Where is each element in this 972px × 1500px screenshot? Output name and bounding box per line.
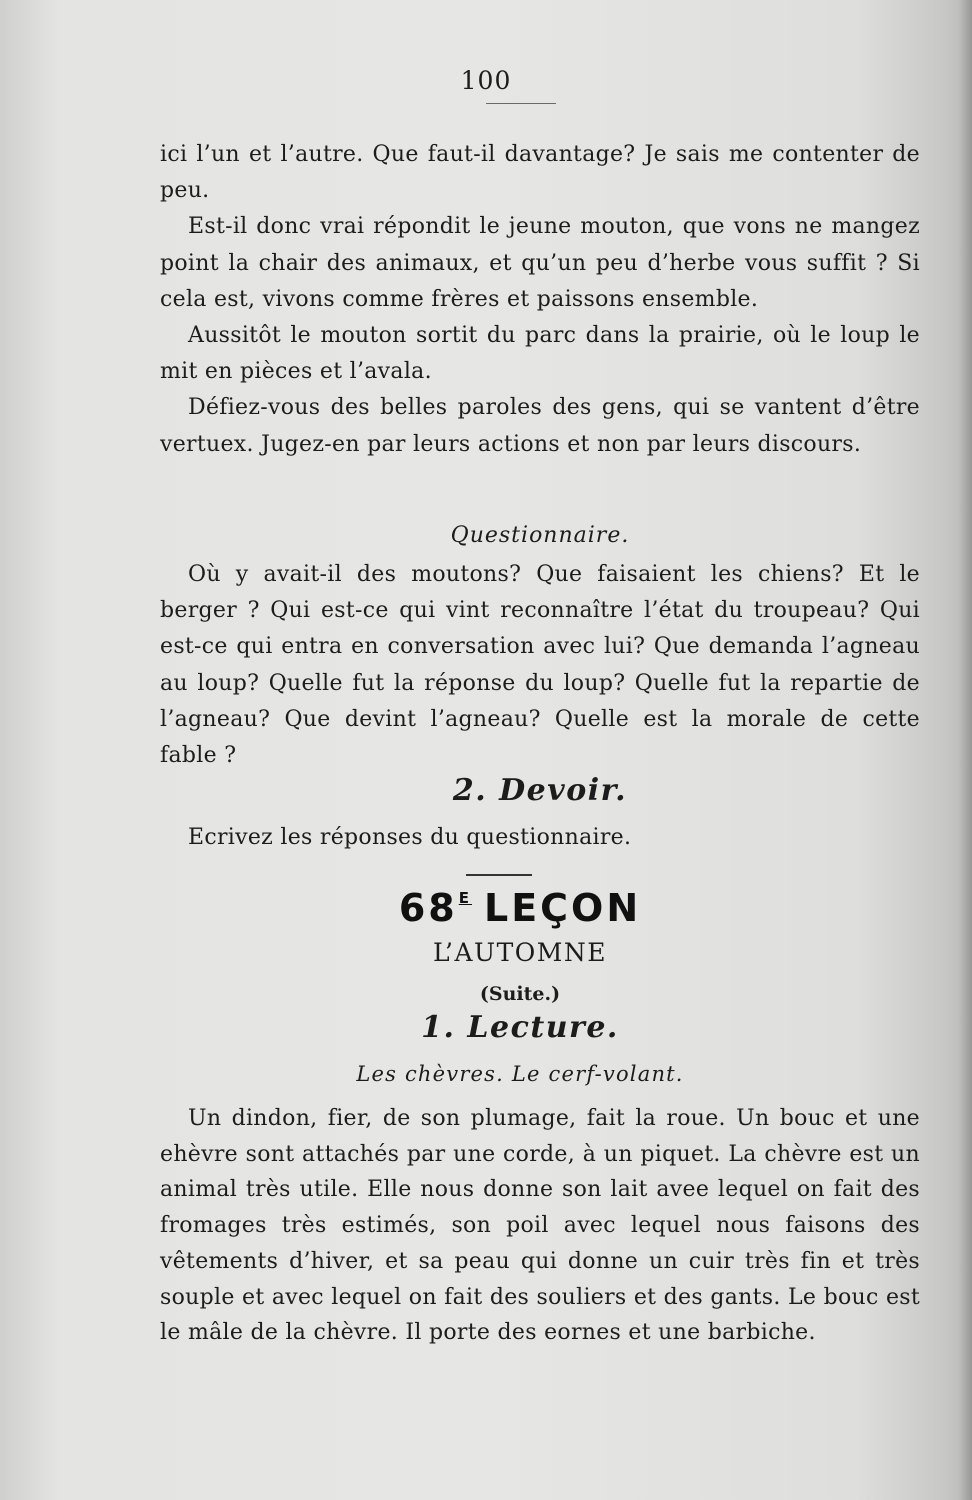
questionnaire-block: [160, 557, 920, 774]
lecture-heading: 1. Lecture.: [421, 1010, 619, 1045]
lesson-title: [0, 886, 972, 930]
fable-text-block: [160, 137, 920, 463]
lesson-suite: (Suite.): [479, 983, 561, 1005]
page-number: 100: [460, 66, 512, 95]
paragraph-3: Aussitôt le mouton sortit du parc dans la prairie, où le loup le mit en pièces et l’avala.: [160, 323, 920, 385]
devoir-text: Ecrivez les réponses du questionnaire.: [188, 825, 632, 850]
paragraph-1: ici l’un et l’autre. Que faut-il davantage? Je sais me contenter de peu.: [160, 142, 920, 204]
paragraph-2: Est-il donc vrai répondit le jeune mouton, que vons ne mangez point la chair des animaux, et qu’un peu d’herbe vous suffit ? Si cela est, vivons comme frères et paissons ensemble.: [160, 214, 920, 312]
questionnaire-text: Où y avait-il des moutons? Que faisaient les chiens? Et le berger ? Qui est-ce qui vint reconnaître l’état du troupeau? Qui est-ce qui entra en conversation avec lui? Que demanda l’agneau au loup? Quelle fut la réponse du loup? Quelle fut la repartie de l’agneau? Que devint l’agneau? Quelle est la morale de cette fable ?: [160, 562, 920, 769]
lesson-number: 68: [398, 886, 458, 930]
lesson-word: LEÇON: [483, 886, 642, 930]
paragraph-moral: Défiez-vous des belles paroles des gens, qui se vantent d’être vertuex. Jugez-en par leurs actions et non par leurs discours.: [160, 395, 920, 457]
devoir-block: [160, 820, 920, 856]
devoir-heading: 2. Devoir.: [452, 773, 628, 808]
lesson-subtitle: L’AUTOMNE: [432, 938, 608, 967]
page-number-rule: [486, 103, 556, 104]
reading-title: Les chèvres. Le cerf-volant.: [356, 1062, 684, 1086]
reading-text: Un dindon, fier, de son plumage, fait la roue. Un bouc et une ehèvre sont attachés par une corde, à un piquet. La chèvre est un animal très utile. Elle nous donne son lait avee lequel on fait des fromages très estimés, son poil avec lequel nous faisons des vêtements d’hiver, et sa peau qui donne un cuir très fin et très souple et avec lequel on fait des souliers et des gants. Le bouc est le mâle de la chèvre. Il porte des eornes et une barbiche.: [160, 1106, 920, 1346]
lesson-separator-rule: [466, 874, 532, 876]
lesson-ordinal-suffix: E: [458, 889, 472, 907]
questionnaire-heading: Questionnaire.: [450, 523, 630, 548]
reading-block: [160, 1101, 920, 1351]
